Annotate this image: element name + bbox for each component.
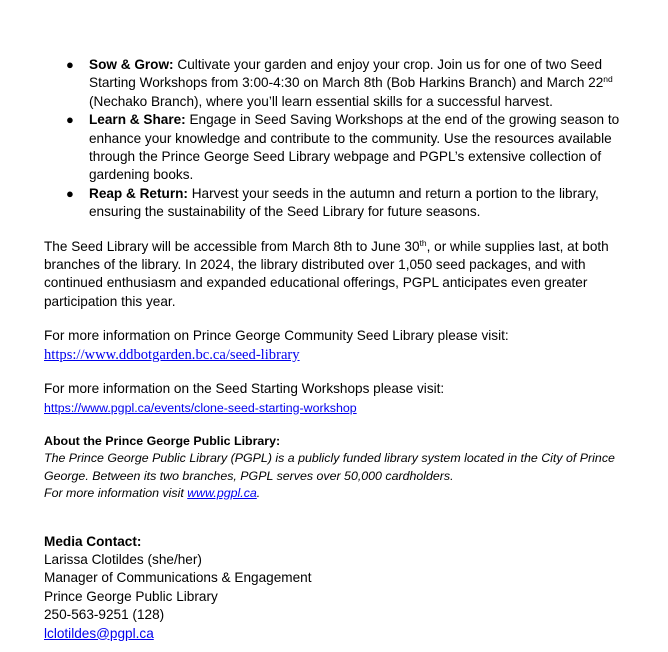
workshop-info	[44, 380, 634, 417]
contact-name: Larissa Clotildes (she/her)	[44, 551, 202, 567]
media-contact-heading: Media Contact:	[44, 533, 142, 549]
seed-library-link[interactable]: https://www.ddbotgarden.bc.ca/seed-library	[44, 346, 300, 363]
program-steps-list	[44, 56, 634, 222]
about-heading: About the Prince George Public Library:	[44, 433, 281, 448]
contact-email-link[interactable]: lclotildes@pgpl.ca	[44, 625, 154, 641]
list-item	[44, 185, 634, 222]
seed-library-info-text: For more information on Prince George Community Seed Library please visit:	[44, 328, 509, 344]
workshop-info-text: For more information on the Seed Starting Workshops please visit:	[44, 381, 445, 397]
bullet-title: Learn & Share:	[89, 112, 186, 128]
bullet-text: Engage in Seed Saving Workshops at the end of the growing season to enhance your knowledge and contribute to the community. Use the resources available through the Prince George Seed Library webpage and PGPL’s extensive collection of gardening books.	[89, 112, 620, 183]
list-item	[44, 111, 634, 185]
contact-phone: 250-563-9251 (128)	[44, 607, 165, 623]
bullet-text-continued: (Nechako Branch), where you’ll learn essential skills for a successful harvest.	[89, 93, 553, 109]
about-section	[44, 433, 634, 503]
bullet-text: Harvest your seeds in the autumn and return a portion to the library, ensuring the sustainability of the Seed Library for future seasons.	[89, 185, 599, 220]
about-more-suffix: .	[256, 486, 261, 501]
availability-text: The Seed Library will be accessible from March 8th to June 30	[44, 238, 420, 254]
bullet-icon: ●	[66, 57, 74, 72]
contact-role: Manager of Communications & Engagement	[44, 570, 312, 586]
bullet-title: Reap & Return:	[89, 185, 188, 201]
about-body: The Prince George Public Library (PGPL) is a publicly funded library system located in the City of Prince George. Between its two branches, PGPL serves over 50,000 cardholders.	[44, 451, 615, 483]
press-release-page	[44, 56, 634, 643]
bullet-icon: ●	[66, 112, 74, 128]
bullet-title: Sow & Grow:	[89, 57, 174, 72]
media-contact-section	[44, 533, 634, 643]
availability-text-continued: , or while supplies last, at both branches of the library. In 2024, the library distributed over 1,050 seed packages, and with continued enthusiasm and expanded educational offerings, PGPL anticipates even greater participation this year.	[44, 238, 609, 309]
pgpl-website-link[interactable]: www.pgpl.ca	[187, 486, 257, 501]
availability-paragraph	[44, 238, 634, 312]
bullet-icon: ●	[66, 185, 74, 201]
about-more-prefix: For more information visit	[44, 486, 188, 501]
seed-library-info	[44, 327, 634, 364]
ordinal-suffix: nd	[603, 74, 613, 85]
bullet-text: Cultivate your garden and enjoy your crop. Join us for one of two Seed Starting Workshops from 3:00-4:30 on March 8th (Bob Harkins Branch) and March 22	[89, 57, 604, 91]
contact-organization: Prince George Public Library	[44, 588, 218, 604]
list-item	[44, 56, 634, 111]
workshop-link[interactable]: https://www.pgpl.ca/events/clone-seed-starting-workshop	[44, 400, 357, 415]
ordinal-suffix: th	[419, 237, 427, 248]
